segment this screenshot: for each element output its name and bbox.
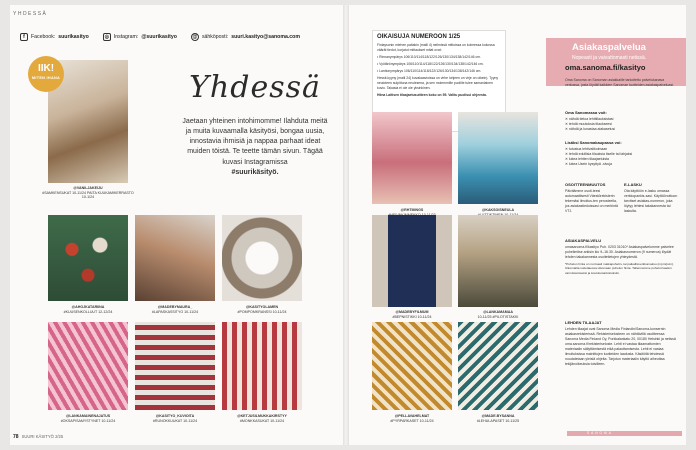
service-site-link[interactable]: oma.sanoma.fi/kasityo [565, 63, 646, 72]
handle-lankamamaa: @LANKAMAMAA 10-11/25 #PILOTISTAKKI [477, 310, 519, 319]
asiakas-text: omasanoma.fi/kasityo Puh. 0203 31010* Asiakaspalvelumme palvelee puhelimitse arkisin klo 9–16.30. Asiakasnumeron (9 numeroa) löydät lehden takakannesta osoitetietojen yhteydestä. [565, 244, 674, 259]
service-intro: Oma Sanoma on Sanoman asiakkaille tarkoitettu palvelukanava verkossa, josta löydät kaikkien Sanoman tuotteiden asiakaspalveluasi. [565, 78, 674, 88]
intro-title: Yhdessä [189, 70, 321, 105]
photo-kasityolamen [222, 215, 302, 301]
handle-kasityo-kuvioita: @KASITYO_KUVIOITA #RUNOKKUUKAT 10-11/24 [152, 414, 198, 423]
handle-madebyfilmum: @MADEBYFILMUM #BEPNISTIKKI 10-11/24 [392, 310, 432, 319]
social-row [20, 30, 340, 44]
photo-kasityo-kuvioita [135, 322, 215, 410]
intro-block [180, 70, 330, 178]
e-invoice [624, 182, 678, 214]
facebook-contact[interactable] [20, 33, 89, 41]
correction-title: OIKAISUJA NUMEROON 1/25 [377, 34, 461, 40]
email-contact[interactable] [191, 33, 300, 41]
oma-item: ✕ nähdä tietoa lehtitilauksistasi [565, 116, 614, 121]
footer [13, 434, 63, 440]
magazine-name: SUURI KÄSITYÖ 2/25 [21, 434, 64, 439]
email-label: sähköposti: [201, 34, 229, 40]
photo-madebymaura [135, 215, 215, 301]
address-text: Päivitämme osoit-teesi automaattisesti Väestörekisterin tekemäsi ilmoitus-ten perusteella, jos asiakastiedoissasi on merkintä VTJ. [565, 188, 618, 214]
facebook-value: suurikasityo [58, 34, 89, 40]
elasku-text: Ota käyttöön e-lasku omassa verkkopankis-sasi. Käyttöönottoon tarvitset asiakas-numeron, joka löytyy lehtesi takakannesta tai laskulta. [624, 188, 678, 214]
oma-title: Oma Sanomassa voit: [565, 110, 607, 115]
oma-item: ✕ nähdä ja lunastaa aiakasetusi [565, 126, 616, 131]
photo-madebysanna [458, 322, 538, 410]
handle-ketjusilmukkakirstyy: @KETJUSILMUKKAKIRSTYY #MONKKASUKAT 10-11/24 [237, 414, 287, 423]
photo-lankamamaa [458, 215, 538, 307]
instagram-label: Instagram: [113, 34, 139, 40]
lisaksi-item: ✕ tehdä edullisia tilauksia itselle tai lahjaksi [565, 151, 633, 156]
photo-ketjusilmukkakirstyy [222, 322, 302, 410]
asiakas-note: *Puhelun hinta on normaali matkapuhelin- tai paikallisverkkomaksu (mpm/pvm). Ulkomailta soitettaessa ulkomaan puhelun hinta. Tallennamme puhelut laadun varmistamiseksi ja koulutustarkoituksiin. [565, 261, 675, 275]
photo-kaksoisneula [458, 112, 538, 204]
lenden-title: LEHDEN TILAAJAT [565, 320, 602, 325]
elasku-title: E-LASKU [624, 182, 642, 187]
correction-item-3: • Lantionympärys 106/110/114/118/122/126/130/134/138/142/146 cm. [377, 68, 482, 73]
lisaksi-list [565, 140, 677, 167]
intro-hashtag: #suurikäsityö. [231, 168, 279, 176]
service-title: Asiakaspalvelua [572, 42, 646, 53]
correction-apology: Hiina Laitisen tilaajaetusuitteen koko on 59. Valitu puolisui ohjeesta. [377, 92, 487, 97]
address-change [565, 182, 619, 214]
handle-vaniljakeiju: @VANILJAKEIJU #SAMKENSUKAT 10-11/24 PAITA KUUKAMIKERRASTO 10-1/24 [42, 186, 134, 200]
handle-ahojkatariina: @AHOJKATARIINA #KUUSENKOLLUUT 12-12/24 [63, 305, 113, 314]
instagram-icon: ◎ [104, 34, 109, 40]
badge [28, 56, 64, 92]
facebook-label: Facebook: [31, 34, 56, 40]
page-number: 78 [13, 434, 19, 440]
section-title: YHDESSÄ [13, 11, 48, 17]
correction-item-1: • Rinnanympärys 106/110/114/118/122/126/130/134/138/142/146 cm. [377, 54, 481, 59]
badge-big: IIK! [37, 63, 55, 74]
lenden-text: Lehden tilaajat ovat Sanoma Media Finlandin/Sanoma-konsernin asiakasrekisterissä. Rekisteriselosteen on nähtävillä osoitteessa Sanoma Media Finland Oy, Porkkalankatu 20, 00180 Helsinki ja netissä oma.sanoma.fi/rekisteriseloste. Lehti ei vastaa tilaamattomien materiaalin säilyttämisestä eikä palauttamisesta. Lehti ei vastaa ilmoituksissa mainittujen tuotteiden laadusta. Käsitöitä tehdessä noudatetaan yleisiä ohjeita. Tarjotun materiaalin käyttö aiheuttaa tekijänoikeuksia toisilleen. [565, 326, 676, 367]
lisaksi-item: ✕ tutustua lehtivalikoimaan [565, 146, 608, 151]
subscribers-info [565, 320, 677, 367]
photo-ahojkatariina [48, 215, 128, 301]
photo-rhtmings [372, 112, 452, 204]
oma-item: ✕ tehdä muutoksia tilaukseesi [565, 121, 612, 126]
handle-pellavahelmat: @PELLAVAHELMAT #PYRPARKASET 10-11/24 [390, 414, 434, 423]
intro-text: Jaetaan yhteinen intohimomme! Ilahduta meitä ja muita kuvaamalla käsityösi, bongaa uusia, innostavia ihmisiä ja nappaa parhaat ideat muiden töistä. Te teette tämän sivun. Tägää kuvasi Instagramissa [182, 118, 328, 166]
lisaksi-title: Lisäksi Sanomakaupassa voi: [565, 140, 622, 145]
handle-lankamainenajatus: @LANKAMAINENAJATUS #OKSAPISAMYSTYNET 10-11/24 [60, 414, 116, 423]
oma-list [565, 110, 677, 132]
at-icon: @ [192, 34, 198, 40]
brand-bar [567, 431, 682, 436]
handle-kasityolamen: @KASITYOLAMEN #POMPOMKRANSSI 10-11/24 [237, 305, 287, 314]
lisaksi-item: ✕ lukea Usein kysyttyä -sivuja [565, 161, 612, 166]
customer-service-info [565, 238, 677, 275]
handle-kaksoisneula: @KAKSOISNEULA [481, 208, 515, 212]
lisaksi-item: ✕ lukea lehtien tilaajaetuista [565, 156, 609, 161]
handle-rhtmings: @RHTMINGS [400, 208, 424, 212]
photo-madebyfilmum [372, 215, 452, 307]
facebook-icon: f [20, 33, 28, 41]
service-subtitle: Nopeasti ja vaivattomasti netissä. [572, 55, 647, 61]
correction-lead: Finlaysonin miehen paitakin (malli 4) neilmissä mittoissa on kolmessa kokossa väärät tiedot, korjatut mittaukset mitat ovat: [377, 43, 495, 52]
handle-madebymaura: @MADEBYMAURA_ #LAPASKASSITYO 10-11/24 [151, 305, 199, 314]
intro-body [180, 117, 330, 178]
photo-pellavahelmat [372, 322, 452, 410]
instagram-contact[interactable] [103, 33, 177, 41]
instagram-value: @suurikasityo [141, 34, 177, 40]
correction-item-2: • Vyötärönympärys 106/110/114/118/122/126/130/134/138/142/146 cm. [377, 61, 484, 66]
badge-small: MITEN IHANA [31, 76, 61, 80]
brand-name: SANOMA [587, 431, 613, 435]
address-title: OSOITTEENMUUTOS [565, 182, 606, 187]
email-value: suuri.kasityo@sanoma.com [231, 34, 300, 40]
correction-extra: Hessit-kyyny (malli 24) kuvakaavioissa on virhe lohjeen on virje on oikein). Tyyny neuloteen sulpittuna neulesena, ja sen molemmille puolille tulee samanlainen kuvio. Takasia ei ole ole yksinkinen. [377, 75, 499, 90]
photo-lankamainenajatus [48, 322, 128, 410]
handle-madebysanna: @MADE.BYSANNA #LEHULAPASET 10-11/25 [476, 414, 520, 423]
asiakas-title: ASIAKASPALVELU [565, 238, 602, 243]
